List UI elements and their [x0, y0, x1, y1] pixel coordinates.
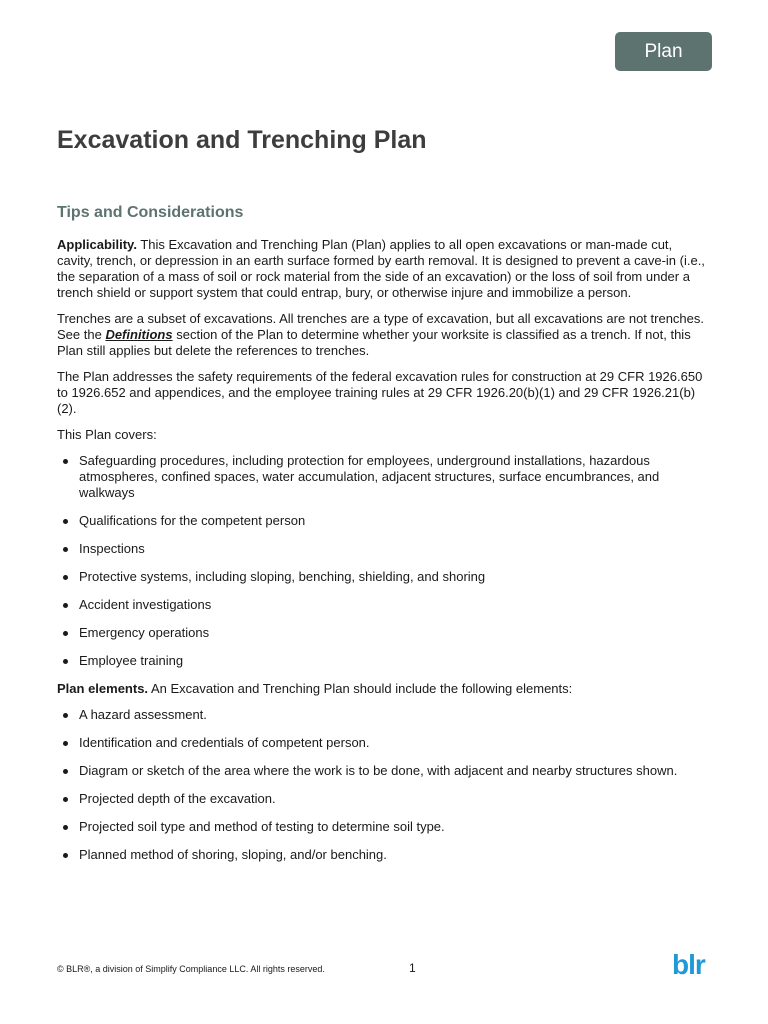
list-item: Safeguarding procedures, including protection for employees, underground installations, hazardous atmospheres, confined spaces, water accumulation, adjacent structures, surface encumbrances, and walkways: [57, 453, 709, 501]
document-title: Excavation and Trenching Plan: [57, 126, 427, 154]
covers-list: [57, 453, 709, 669]
section-heading: Tips and Considerations: [57, 204, 244, 221]
applicability-text: This Excavation and Trenching Plan (Plan) applies to all open excavations or man-made cut, cavity, trench, or depression in an earth surface formed by earth removal. It is designed to prevent a cave-in (i.e., the separation of a mass of soil or rock material from the side of an excavation) or the loss of soil from under a trench shield or support system that could entrap, bury, or otherwise injure and immobilize a person.: [57, 237, 705, 300]
trenches-paragraph: [57, 311, 709, 359]
federal-rules-paragraph: The Plan addresses the safety requirements of the federal excavation rules for construction at 29 CFR 1926.650 to 1926.652 and appendices, and the employee training rules at 29 CFR 1926.20(b)(1) and 29 CFR 1926.21(b)(2).: [57, 369, 703, 416]
plan-elements-label: Plan elements.: [57, 681, 149, 696]
list-item: Emergency operations: [57, 625, 709, 641]
plan-badge: Plan: [615, 32, 712, 71]
list-item: Planned method of shoring, sloping, and/or benching.: [57, 847, 709, 863]
list-item: Projected soil type and method of testing to determine soil type.: [57, 819, 709, 835]
plan-elements-paragraph: [57, 681, 709, 697]
list-item: Identification and credentials of competent person.: [57, 735, 709, 751]
list-item: Accident investigations: [57, 597, 709, 613]
list-item: A hazard assessment.: [57, 707, 709, 723]
plan-elements-text: An Excavation and Trenching Plan should include the following elements:: [148, 681, 573, 696]
trenches-text-after: section of the Plan to determine whether your worksite is classified as a trench. If not, this Plan still applies but delete the references to trenches.: [57, 327, 691, 358]
list-item: Inspections: [57, 541, 709, 557]
page-number: 1: [409, 961, 416, 975]
definitions-link[interactable]: Definitions: [105, 327, 173, 342]
list-item: Protective systems, including sloping, benching, shielding, and shoring: [57, 569, 709, 585]
list-item: Employee training: [57, 653, 709, 669]
document-body: [57, 237, 709, 875]
elements-list: [57, 707, 709, 863]
applicability-label: Applicability.: [57, 237, 137, 252]
trenches-text-before: Trenches are a subset of excavations. All trenches are a type of excavation, but all excavations are not trenches. See the: [57, 311, 704, 342]
list-item: Qualifications for the competent person: [57, 513, 709, 529]
footer-copyright: © BLR®, a division of Simplify Compliance LLC. All rights reserved.: [57, 964, 325, 974]
blr-logo: blr: [672, 949, 705, 980]
list-item: Projected depth of the excavation.: [57, 791, 709, 807]
covers-intro: This Plan covers:: [57, 427, 157, 442]
list-item: Diagram or sketch of the area where the work is to be done, with adjacent and nearby structures shown.: [57, 763, 709, 779]
applicability-paragraph: [57, 237, 709, 301]
